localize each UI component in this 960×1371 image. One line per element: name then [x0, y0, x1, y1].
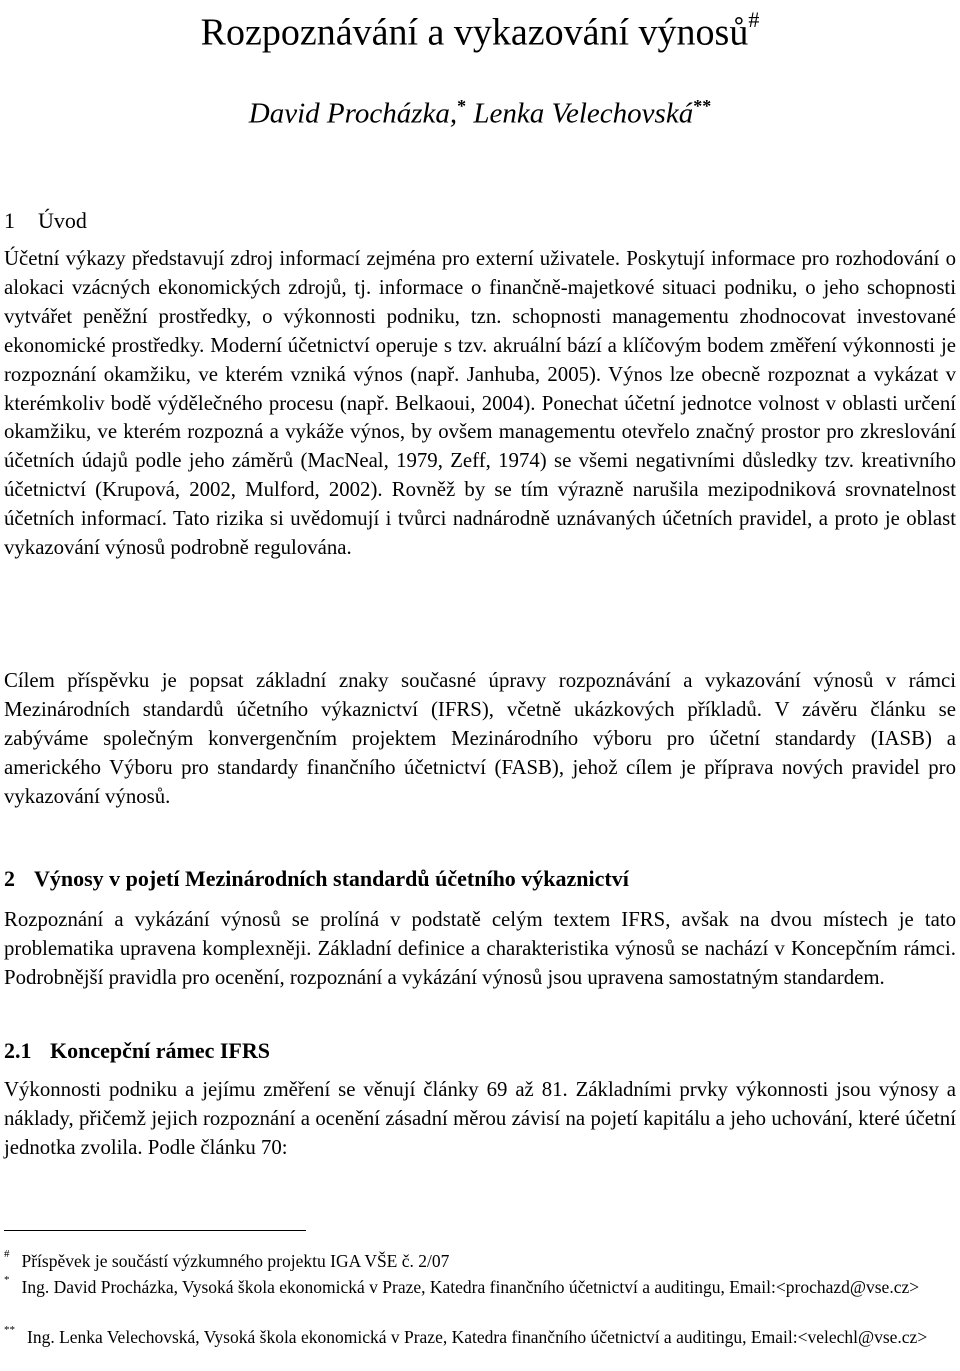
- section-2-title: Výnosy v pojetí Mezinárodních standardů účetního výkaznictví: [34, 866, 629, 891]
- section-2-number: 2: [4, 866, 15, 891]
- footnote-3: [4, 1320, 956, 1350]
- author-2: Lenka Velechovská: [466, 97, 694, 130]
- section-2-1-number: 2.1: [4, 1038, 32, 1063]
- footnote-3-text: Ing. Lenka Velechovská, Vysoká škola ekonomická v Praze, Katedra finančního účetnictví a auditingu, Email:<velechl@vse.cz>: [27, 1326, 928, 1347]
- author-1: David Procházka,: [248, 97, 458, 130]
- section-1-heading: [4, 206, 87, 236]
- section-2-1-paragraph: Výkonnosti podniku a jejímu změření se věnují články 69 až 81. Základními prvky výkonnosti jsou výnosy a náklady, přičemž jejich rozpoznání a ocenění zásadní měrou závisí na pojetí kapitálu a jeho uchování, které účetní jednotka zvolila. Podle článku 70:: [4, 1078, 956, 1159]
- section-1-number: 1: [4, 208, 15, 233]
- footnote-1-text: Příspěvek je součástí výzkumného projektu IGA VŠE č. 2/07: [21, 1250, 450, 1271]
- title-text: Rozpoznávání a vykazování výnosů: [200, 11, 749, 54]
- footnote-1-mark: #: [4, 1248, 10, 1260]
- section-1-title: Úvod: [38, 208, 87, 233]
- intro-paragraph-1: Účetní výkazy představují zdroj informací zejména pro externí uživatele. Poskytují informace pro rozhodování o alokaci vzácných ekonomických zdrojů, tj. informace o finančně-majetkové situaci podniku, o jeho schopnosti vytvářet peněžní prostředky, o výkonnosti podniku, tzn. schopnosti managementu zhodnocovat investované ekonomické prostředky. Moderní účetnictví operuje s tzv. akruální bází a klíčovým bodem změření výkonnosti je rozpoznání okamžiku, ve kterém vzniká výnos (např. Janhuba, 2005). Výnos lze obecně rozpoznat a vykázat v kterémkoliv bodě výdělečného procesu (např. Belkaoui, 2004). Ponechat účetní jednotce volnost v oblasti určení okamžiku, ve kterém rozpozná a vykáže výnos, by ovšem managementu otevřelo značný prostor pro zkreslování účetních údajů podle jeho záměrů (MacNeal, 1979, Zeff, 1974) se všemi negativními důsledky tzv. kreativního účetnictví (Krupová, 2002, Mulford, 2002). Rovněž by se tím výrazně narušila mezipodniková srovnatelnost účetních informací. Tato rizika si uvědomují i tvůrci nadnárodně uznávaných účetních pravidel, a proto je oblast vykazování výnosů podrobně regulována.: [4, 247, 956, 560]
- section-2-1-heading: [4, 1036, 270, 1066]
- author-2-mark: **: [693, 96, 712, 116]
- author-line: [4, 86, 956, 134]
- title-footnote-mark: #: [748, 7, 760, 32]
- footnote-separator: [4, 1230, 306, 1231]
- footnote-2: [4, 1270, 956, 1300]
- section-2-1-title: Koncepční rámec IFRS: [50, 1038, 270, 1063]
- footnote-2-mark: *: [4, 1274, 10, 1286]
- paper-title: [4, 0, 956, 57]
- section-2-heading: [4, 864, 629, 894]
- intro-paragraph-2: Cílem příspěvku je popsat základní znaky současné úpravy rozpoznávání a vykazování výnosů v rámci Mezinárodních standardů účetního výkaznictví (IFRS), včetně ukázkových příkladů. V závěru článku se zabýváme společným konvergenčním projektem Mezinárodního výboru pro účetní standardy (IASB) a amerického Výboru pro standardy finančního účetnictví (FASB), jehož cílem je příprava nových pravidel pro vykazování výnosů.: [4, 669, 956, 808]
- author-1-mark: *: [457, 96, 467, 116]
- footnote-3-mark: **: [4, 1324, 15, 1336]
- footnote-2-text: Ing. David Procházka, Vysoká škola ekonomická v Praze, Katedra finančního účetnictví a auditingu, Email:<prochazd@vse.cz>: [21, 1276, 920, 1297]
- section-2-paragraph: Rozpoznání a vykázání výnosů se prolíná v podstatě celým textem IFRS, avšak na dvou místech je tato problematika upravena komplexněji. Základní definice a charakteristika výnosů se nachází v Koncepčním rámci. Podrobnější pravidla pro ocenění, rozpoznání a vykázání výnosů jsou upravena samostatným standardem.: [4, 908, 956, 989]
